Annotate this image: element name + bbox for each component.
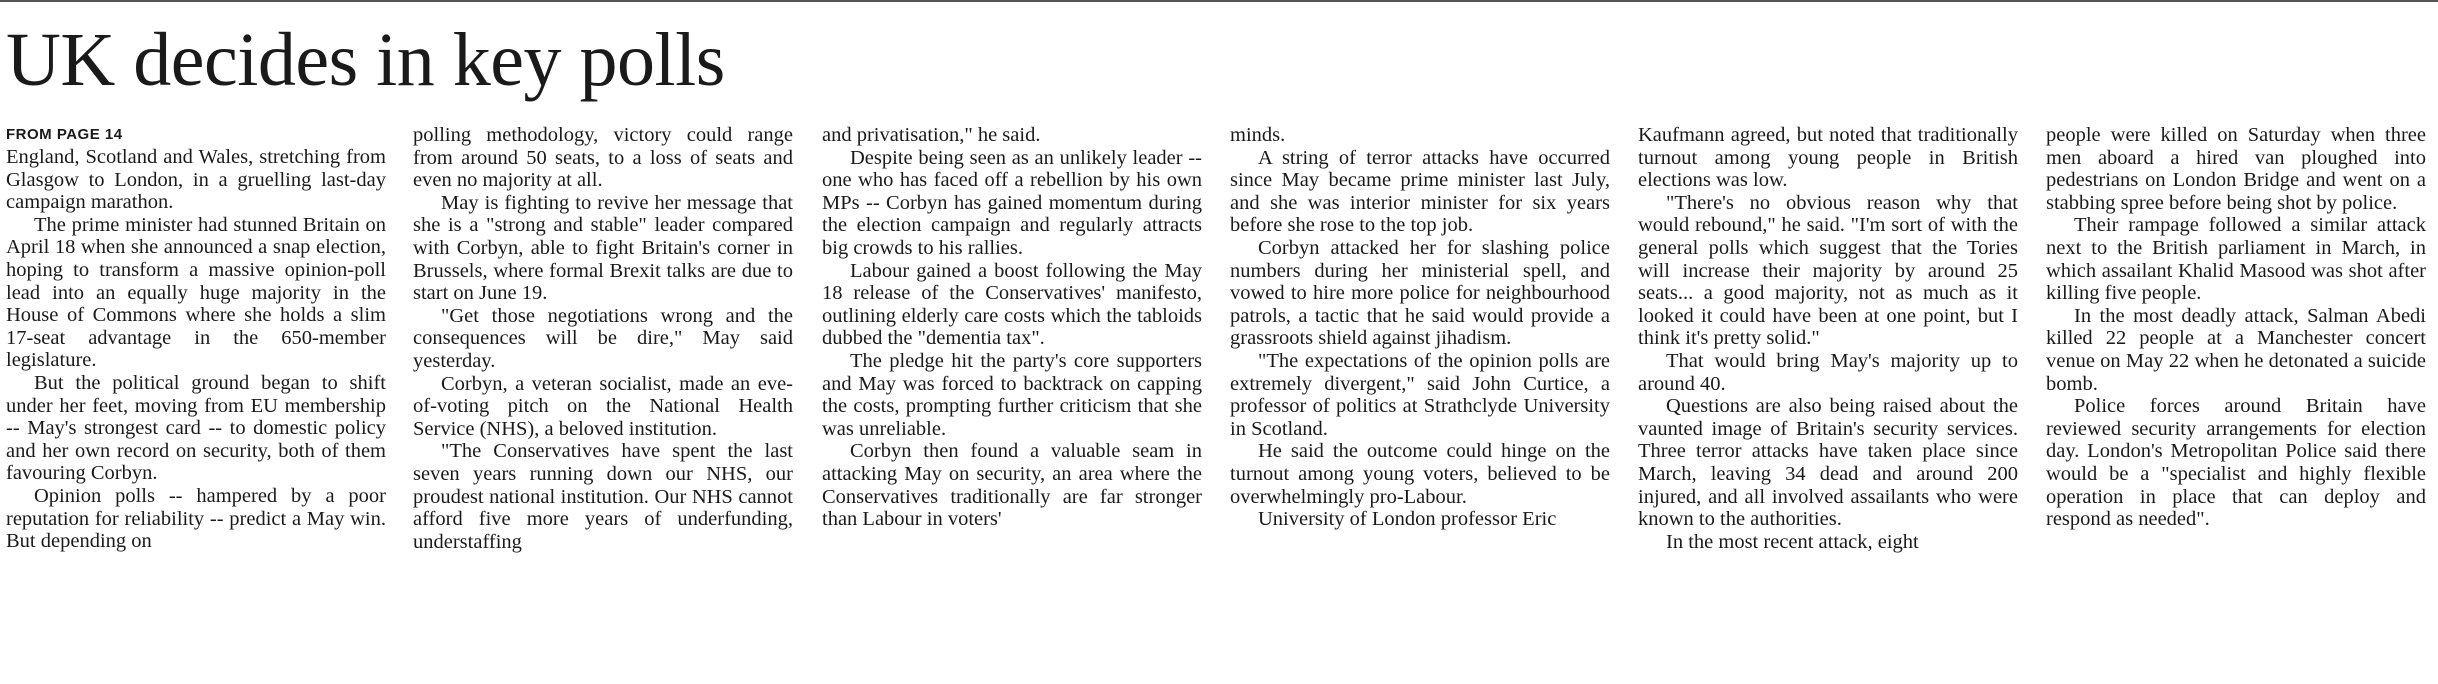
paragraph: Labour gained a boost following the May 18 release of the Conservatives' manifesto, outlining elderly care costs which the tabloids dubbed the "dementia tax". — [822, 259, 1202, 350]
paragraph: Corbyn attacked her for slashing police numbers during her ministerial spell, and vowed to hire more police for neighbourhood patrols, a tactic that he said would provide a grassroots shield against jihadism. — [1230, 236, 1610, 350]
paragraph: But the political ground began to shift under her feet, moving from EU membership -- May's strongest card -- to domestic policy and her own record on security, both of them favouring Corbyn. — [6, 371, 386, 485]
paragraph: minds. — [1230, 124, 1286, 146]
paragraph: Corbyn, a veteran socialist, made an eve-of-voting pitch on the National Health Service (NHS), a beloved institution. — [413, 372, 793, 440]
article-column-3 — [822, 124, 1202, 680]
article-column-6 — [2046, 124, 2426, 680]
top-rule — [0, 0, 2438, 2]
article-column-4 — [1230, 124, 1610, 680]
paragraph: "The Conservatives have spent the last seven years running down our NHS, our proudest national institution. Our NHS cannot afford five more years of underfunding, understaffing — [413, 440, 793, 553]
paragraph: Corbyn then found a valuable seam in attacking May on security, an area where the Conservatives traditionally are far stronger than Labour in voters' — [822, 440, 1202, 531]
paragraph: Opinion polls -- hampered by a poor reputation for reliability -- predict a May win. But depending on — [6, 484, 386, 553]
article-column-5 — [1638, 124, 2018, 680]
paragraph: May is fighting to revive her message that she is a "strong and stable" leader compared with Corbyn, able to fight Britain's corner in Brussels, where formal Brexit talks are due to start on June 19. — [413, 191, 793, 305]
paragraph: Kaufmann agreed, but noted that traditionally turnout among young people in British elections was low. — [1638, 124, 2018, 192]
paragraph: In the most recent attack, eight — [1666, 530, 1919, 553]
paragraph: people were killed on Saturday when three men aboard a hired van ploughed into pedestrians on London Bridge and went on a stabbing spree before being shot by police. — [2046, 124, 2426, 214]
paragraph: The pledge hit the party's core supporters and May was forced to backtrack on capping the costs, prompting further criticism that she was unreliable. — [822, 349, 1202, 440]
paragraph: The prime minister had stunned Britain on April 18 when she announced a snap election, hoping to transform a massive opinion-poll lead into an equally huge majority in the House of Commons where she holds a slim 17-seat advantage in the 650-member legislature. — [6, 213, 386, 372]
article-column-1 — [6, 124, 386, 680]
paragraph: University of London professor Eric — [1258, 508, 1557, 531]
paragraph: He said the outcome could hinge on the turnout among young voters, believed to be overwhelmingly pro-Labour. — [1230, 440, 1610, 508]
paragraph: Their rampage followed a similar attack next to the British parliament in March, in which assailant Khalid Masood was shot after killing five people. — [2046, 214, 2426, 305]
paragraph: In the most deadly attack, Salman Abedi killed 22 people at a Manchester concert venue on May 22 when he detonated a suicide bomb. — [2046, 304, 2426, 395]
article-column-2 — [413, 124, 793, 680]
paragraph: Despite being seen as an unlikely leader -- one who has faced off a rebellion by his own MPs -- Corbyn has gained momentum during the election campaign and regularly attracts big crowds to his rallies. — [822, 146, 1202, 259]
paragraph: England, Scotland and Wales, stretching from Glasgow to London, in a gruelling last-day campaign marathon. — [6, 146, 386, 214]
paragraph: "There's no obvious reason why that would rebound," he said. "I'm sort of with the general polls which suggest that the Tories will increase their majority by around 25 seats... a good majority, not as much as it looked it could have been at one point, but I think it's pretty solid." — [1638, 191, 2018, 350]
paragraph: "The expectations of the opinion polls are extremely divergent," said John Curtice, a professor of politics at Strathclyde University in Scotland. — [1230, 349, 1610, 440]
paragraph: A string of terror attacks have occurred since May became prime minister last July, and she was interior minister for six years before she rose to the top job. — [1230, 146, 1610, 237]
paragraph: and privatisation," he said. — [822, 124, 1041, 146]
headline: UK decides in key polls — [6, 18, 725, 102]
paragraph: Questions are also being raised about the vaunted image of Britain's security services. Three terror attacks have taken place since March, leaving 34 dead and around 200 injured, and all involved assailants who were known to the authorities. — [1638, 395, 2018, 531]
kicker: FROM PAGE 14 — [6, 126, 123, 143]
paragraph: "Get those negotiations wrong and the consequences will be dire," May said yesterday. — [413, 304, 793, 372]
paragraph: That would bring May's majority up to around 40. — [1638, 349, 2018, 395]
paragraph: polling methodology, victory could range from around 50 seats, to a loss of seats and even no majority at all. — [413, 124, 793, 192]
paragraph: Police forces around Britain have reviewed security arrangements for election day. London's Metropolitan Police said there would be a "specialist and highly flexible operation in place that can deploy and respond as needed". — [2046, 395, 2426, 531]
